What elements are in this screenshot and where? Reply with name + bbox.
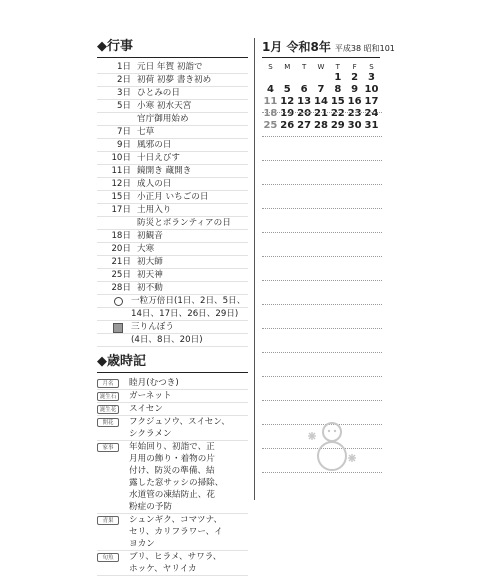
calendar-day: 1 bbox=[334, 72, 342, 83]
event-text: 小寒 初水天宮 bbox=[137, 101, 192, 111]
calendar-day: 9 bbox=[351, 84, 359, 95]
weekday-label: S bbox=[268, 63, 273, 71]
month-title: 1月 令和8年 bbox=[262, 40, 331, 54]
almanac-tag: 開花 bbox=[97, 418, 119, 427]
event-row bbox=[97, 178, 248, 191]
almanac-text: 月用の飾り・着物の片 bbox=[129, 454, 215, 464]
almanac-text: シュンギク、コマツナ、 bbox=[129, 515, 223, 525]
calendar-day: 13 bbox=[297, 96, 312, 107]
square-marker-icon bbox=[113, 323, 123, 333]
writing-line bbox=[262, 376, 382, 377]
event-day bbox=[97, 113, 137, 125]
ichiryu-text-cont: 14日、17日、26日、29日) bbox=[97, 308, 248, 321]
writing-line bbox=[262, 304, 382, 305]
calendar-day: 3 bbox=[368, 72, 375, 83]
calendar-day: 11 bbox=[263, 96, 278, 107]
almanac-text: フクジュソウ、スイセン、 bbox=[129, 417, 230, 427]
weekday-label: W bbox=[317, 63, 325, 71]
event-row bbox=[97, 126, 248, 139]
calendar-day: 8 bbox=[334, 84, 342, 95]
almanac-text: スイセン bbox=[129, 404, 163, 414]
event-text: 初荷 初夢 書き初め bbox=[137, 75, 212, 85]
event-row bbox=[97, 269, 248, 282]
gyouji-rule bbox=[97, 57, 248, 58]
almanac-item bbox=[97, 390, 248, 403]
event-day: 12日 bbox=[111, 179, 131, 189]
event-text: 大寒 bbox=[137, 244, 155, 254]
calendar-day: 15 bbox=[330, 96, 345, 107]
event-text: 七草 bbox=[137, 127, 155, 137]
circle-marker-icon bbox=[114, 297, 123, 306]
writing-line bbox=[262, 280, 382, 281]
almanac-text: 露した窓サッシの掃除、 bbox=[129, 478, 224, 488]
weekday-label: F bbox=[352, 63, 357, 71]
event-day: 18日 bbox=[111, 231, 131, 241]
almanac-tag: 旬魚 bbox=[97, 553, 119, 562]
almanac-list bbox=[97, 377, 248, 576]
event-day: 21日 bbox=[111, 257, 131, 267]
calendar-day: 30 bbox=[347, 120, 362, 131]
event-row bbox=[97, 282, 248, 295]
event-text: 鏡開き 蔵開き bbox=[137, 166, 192, 176]
calendar-week bbox=[262, 84, 380, 96]
sanrinbou-row bbox=[97, 321, 248, 334]
almanac-text: 粉症の予防 bbox=[129, 502, 172, 512]
writing-line bbox=[262, 160, 382, 161]
event-text: 成人の日 bbox=[137, 179, 172, 189]
calendar-day: 6 bbox=[300, 84, 308, 95]
month-rule bbox=[262, 57, 380, 58]
almanac-text: ブリ、ヒラメ、サワラ、 bbox=[129, 552, 222, 562]
almanac-text: 付け、防災の準備、結 bbox=[129, 466, 215, 476]
almanac-text: ヨカン bbox=[129, 539, 155, 549]
event-row bbox=[97, 165, 248, 178]
weekday-label: T bbox=[335, 63, 340, 71]
event-day: 20日 bbox=[111, 244, 131, 254]
calendar-day: 5 bbox=[283, 84, 291, 95]
calendar-day bbox=[313, 72, 330, 84]
calendar-day: 4 bbox=[266, 84, 274, 95]
event-day: 11日 bbox=[111, 166, 131, 176]
calendar-day: 7 bbox=[317, 84, 325, 95]
event-day: 15日 bbox=[111, 192, 131, 202]
event-row bbox=[97, 230, 248, 243]
almanac-text: ガーネット bbox=[129, 391, 172, 401]
writing-line bbox=[262, 184, 382, 185]
almanac-item bbox=[97, 416, 248, 441]
calendar-day: 27 bbox=[297, 120, 312, 131]
event-row bbox=[97, 256, 248, 269]
event-row bbox=[97, 217, 248, 230]
event-row bbox=[97, 204, 248, 217]
event-text: 土用入り bbox=[137, 205, 172, 215]
weekday-label: S bbox=[369, 63, 374, 71]
calendar-week bbox=[262, 72, 380, 84]
writing-line bbox=[262, 256, 382, 257]
almanac-item bbox=[97, 514, 248, 551]
calendar-day: 10 bbox=[364, 84, 379, 95]
calendar-day: 24 bbox=[364, 108, 379, 119]
event-text: 風邪の日 bbox=[137, 140, 172, 150]
event-text: 十日えびす bbox=[137, 153, 180, 163]
weekday-row bbox=[262, 62, 380, 72]
almanac-item bbox=[97, 403, 248, 416]
event-day: 9日 bbox=[116, 140, 131, 150]
calendar-day: 21 bbox=[313, 108, 328, 119]
calendar-day: 17 bbox=[364, 96, 379, 107]
almanac-text: 年始回り、初詣で、正 bbox=[129, 442, 215, 452]
calendar-day: 23 bbox=[347, 108, 362, 119]
almanac-text: シクラメン bbox=[129, 429, 172, 439]
event-text: 初大師 bbox=[137, 257, 163, 267]
event-text: 防災とボランティアの日 bbox=[137, 218, 231, 228]
calendar-day: 29 bbox=[330, 120, 345, 131]
writing-line bbox=[262, 136, 382, 137]
event-row bbox=[97, 191, 248, 204]
almanac-tag: 家事 bbox=[97, 443, 119, 452]
calendar-week bbox=[262, 96, 380, 108]
event-row bbox=[97, 152, 248, 165]
event-row bbox=[97, 100, 248, 113]
calendar-day: 25 bbox=[263, 120, 278, 131]
event-text: 初不動 bbox=[137, 283, 163, 293]
weekday-label: T bbox=[301, 63, 307, 71]
calendar-day: 18 bbox=[263, 108, 278, 119]
event-text: 官庁御用始め bbox=[137, 114, 189, 124]
ichiryu-text: 一粒万倍日(1日、2日、5日、 bbox=[131, 296, 246, 306]
calendar-day: 31 bbox=[364, 120, 379, 131]
calendar-day: 14 bbox=[313, 96, 328, 107]
event-row bbox=[97, 139, 248, 152]
weekday-label: M bbox=[284, 63, 291, 71]
event-day: 17日 bbox=[111, 205, 131, 215]
almanac-text: 水道管の凍結防止、花 bbox=[129, 490, 215, 500]
event-row bbox=[97, 87, 248, 100]
event-row bbox=[97, 74, 248, 87]
event-day: 1日 bbox=[116, 62, 131, 72]
almanac-item bbox=[97, 441, 248, 514]
writing-line bbox=[262, 352, 382, 353]
event-day bbox=[97, 217, 137, 229]
calendar-day bbox=[279, 72, 296, 84]
gyouji-heading: ◆行事 bbox=[97, 39, 133, 54]
calendar-day: 28 bbox=[313, 120, 328, 131]
event-day: 10日 bbox=[111, 153, 131, 163]
event-row bbox=[97, 243, 248, 256]
left-column bbox=[97, 38, 248, 576]
almanac-text: セリ、カリフラワー、イ bbox=[129, 527, 223, 537]
calendar-day bbox=[262, 72, 279, 84]
event-text: ひとみの日 bbox=[137, 88, 180, 98]
writing-line bbox=[262, 208, 382, 209]
calendar-day: 26 bbox=[280, 120, 295, 131]
saijiki-heading: ◆歳時記 bbox=[97, 354, 146, 369]
event-day: 28日 bbox=[111, 283, 131, 293]
calendar-day: 19 bbox=[280, 108, 295, 119]
almanac-tag: 月名 bbox=[97, 379, 119, 388]
calendar-day: 2 bbox=[351, 72, 359, 83]
almanac-tag: 青果 bbox=[97, 516, 119, 525]
month-era-sub: 平成38 昭和101 bbox=[334, 44, 395, 53]
ichiryu-row bbox=[97, 295, 248, 308]
almanac-item bbox=[97, 551, 248, 576]
event-list bbox=[97, 61, 248, 347]
calendar-day: 12 bbox=[280, 96, 295, 107]
event-row bbox=[97, 113, 248, 126]
sanrinbou-text-cont: (4日、8日、20日) bbox=[97, 334, 248, 347]
snowman-icon bbox=[302, 418, 362, 474]
event-text: 小正月 いちごの日 bbox=[137, 192, 209, 202]
saijiki-rule bbox=[97, 372, 248, 373]
almanac-tag: 誕生石 bbox=[97, 392, 119, 401]
almanac-item bbox=[97, 377, 248, 390]
calendar-day: 16 bbox=[347, 96, 362, 107]
event-row bbox=[97, 61, 248, 74]
almanac-text: 睦月(むつき) bbox=[129, 378, 179, 388]
event-day: 5日 bbox=[116, 101, 131, 111]
calendar-day: 22 bbox=[330, 108, 345, 119]
writing-line bbox=[262, 400, 382, 401]
event-day: 25日 bbox=[111, 270, 131, 280]
calendar-day bbox=[296, 72, 313, 84]
event-day: 3日 bbox=[116, 88, 131, 98]
event-text: 元日 年賀 初詣で bbox=[137, 62, 203, 72]
calendar-day: 20 bbox=[297, 108, 312, 119]
almanac-text: ホッケ、ヤリイカ bbox=[129, 564, 197, 574]
event-day: 2日 bbox=[116, 75, 131, 85]
event-day: 7日 bbox=[116, 127, 131, 137]
sanrinbou-text: 三りんぼう bbox=[131, 322, 174, 332]
event-text: 初観音 bbox=[137, 231, 163, 241]
writing-line bbox=[262, 112, 382, 113]
almanac-tag: 誕生花 bbox=[97, 405, 119, 414]
column-divider bbox=[254, 38, 255, 500]
event-text: 初天神 bbox=[137, 270, 163, 280]
writing-line bbox=[262, 232, 382, 233]
month-heading bbox=[262, 38, 395, 56]
writing-line bbox=[262, 328, 382, 329]
